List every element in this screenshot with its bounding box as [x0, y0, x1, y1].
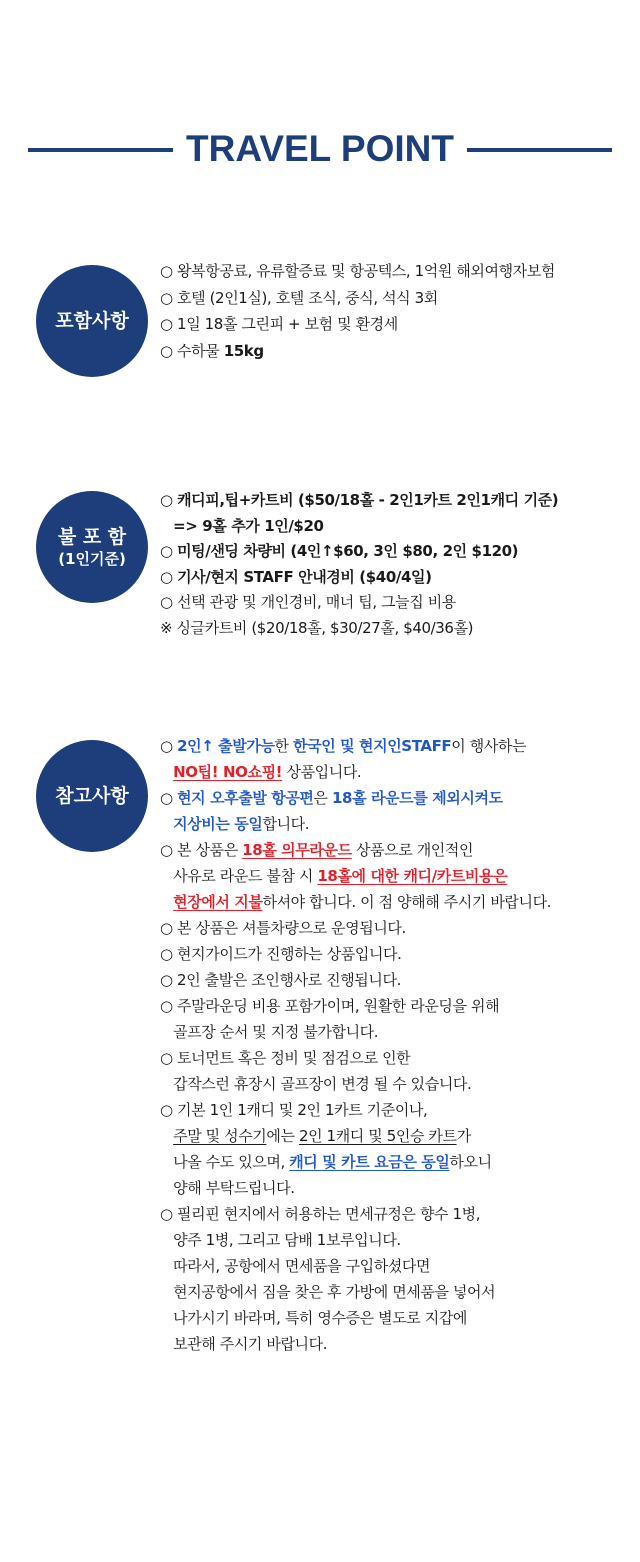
notes-line-text: 사유로 라운드 불참 시 — [160, 867, 318, 885]
excluded-line — [160, 565, 432, 589]
notes-line-text: 하셔야 합니다. 이 점 양해해 주시기 바랍니다. — [262, 893, 552, 911]
notes-line — [160, 1098, 427, 1122]
notes-line-text — [160, 1127, 173, 1145]
notes-line — [160, 760, 361, 784]
notes-line-text: 상품으로 개인적인 — [351, 841, 474, 859]
notes-line — [160, 1306, 467, 1330]
notes-line — [160, 786, 503, 810]
notes-line — [160, 1176, 295, 1200]
excluded-badge-sublabel: (1인기준) — [58, 550, 126, 568]
excluded-line-text: 캐디피,팁+카트비 ($50/18홀 - 2인1카트 2인1캐디 기준) — [177, 491, 559, 509]
included-badge — [36, 265, 148, 377]
notes-line-text: 보관해 주시기 바랍니다. — [160, 1335, 328, 1353]
excluded-line — [160, 590, 456, 614]
notes-line — [160, 1228, 401, 1252]
notes-line-text: ○ — [160, 737, 178, 755]
notes-line — [160, 1254, 430, 1278]
included-line-text: ○ 1일 18홀 그린피 + 보험 및 환경세 — [160, 315, 398, 333]
excluded-line — [160, 616, 473, 640]
notes-line-text: 따라서, 공항에서 면세품을 구입하셨다면 — [160, 1257, 431, 1275]
excluded-line — [160, 514, 324, 538]
notes-line-text: 하오니 — [449, 1153, 492, 1171]
notes-line-text: 현지공항에서 짐을 찾은 후 가방에 면세품을 넣어서 — [160, 1283, 496, 1301]
notes-line-text: 18홀 의무라운드 — [242, 841, 352, 859]
excluded-badge-label: 불 포 함 — [57, 526, 127, 548]
included-line — [160, 312, 398, 336]
notes-line-text: 갑작스런 휴장시 골프장이 변경 될 수 있습니다. — [160, 1075, 472, 1093]
notes-line-text: 합니다. — [262, 815, 310, 833]
notes-line-text — [160, 815, 173, 833]
notes-line-text: ○ 본 상품은 — [160, 841, 243, 859]
notes-line-text: 18홀에 대한 캐디/카트비용은 — [317, 867, 508, 885]
notes-line-text: 주말 및 성수기 — [173, 1127, 267, 1145]
notes-line — [160, 812, 309, 836]
notes-line — [160, 1046, 410, 1070]
included-line-text: 15kg — [223, 341, 264, 360]
included-line-text: ○ 수하물 — [160, 341, 224, 360]
excluded-line-text: => 9홀 추가 1인/$20 — [173, 516, 324, 535]
notes-badge-label: 참고사항 — [55, 785, 129, 807]
notes-line — [160, 1150, 492, 1174]
excluded-line-text: ○ — [160, 567, 178, 586]
notes-line-text: 상품입니다. — [282, 763, 362, 781]
notes-line-text: 나가시기 바라며, 특히 영수증은 별도로 지갑에 — [160, 1309, 468, 1327]
notes-line-text: ○ 2인 출발은 조인행사로 진행됩니다. — [160, 971, 401, 989]
notes-line-text: 현장에서 지불 — [173, 893, 263, 911]
excluded-badge — [36, 491, 148, 603]
included-line — [160, 259, 555, 283]
notes-line-text: ○ 필리핀 현지에서 허용하는 면세규정은 향수 1병, — [160, 1205, 481, 1223]
notes-line-text: ○ 현지가이드가 진행하는 상품입니다. — [160, 945, 402, 963]
excluded-line-text — [160, 517, 173, 535]
notes-line — [160, 1072, 471, 1096]
notes-line — [160, 864, 507, 888]
included-badge-label: 포함사항 — [55, 310, 129, 332]
header-line-left — [28, 148, 173, 152]
notes-line-text: 에는 — [266, 1127, 299, 1145]
excluded-line — [160, 488, 558, 512]
notes-line-text: 현지 오후출발 항공편 — [177, 789, 314, 807]
notes-line — [160, 1332, 327, 1356]
notes-line-text — [160, 893, 173, 911]
excluded-line-text: ○ 선택 관광 및 개인경비, 매너 팁, 그늘집 비용 — [160, 593, 456, 611]
notes-line — [160, 734, 526, 758]
included-line-text: ○ 호텔 (2인1실), 호텔 조식, 중식, 석식 3회 — [160, 288, 438, 307]
notes-line-text: 캐디 및 카트 요금은 동일 — [289, 1153, 450, 1171]
notes-line-text: 골프장 순서 및 지정 불가합니다. — [160, 1023, 379, 1041]
notes-line-text: 한국인 및 현지인STAFF — [293, 737, 452, 755]
notes-line — [160, 1124, 471, 1148]
notes-line-text: 가 — [456, 1127, 471, 1145]
notes-line-text: 2인 1캐디 및 5인승 카트 — [298, 1127, 457, 1145]
notes-line-text: 지상비는 동일 — [173, 815, 263, 833]
notes-line — [160, 994, 499, 1018]
notes-line — [160, 916, 406, 940]
notes-line-text: 양해 부탁드립니다. — [160, 1179, 295, 1197]
excluded-line-text: ※ 싱글카트비 ($20/18홀, $30/27홀, $40/36홀) — [160, 618, 474, 637]
included-line — [160, 286, 438, 310]
excluded-line — [160, 539, 518, 563]
notes-line-text: 18홀 라운드를 제외시켜도 — [332, 789, 503, 807]
notes-line — [160, 1202, 480, 1226]
header-line-right — [467, 148, 612, 152]
notes-line-text: ○ 본 상품은 셔틀차량으로 운영됩니다. — [160, 919, 406, 937]
page-title: TRAVEL POINT — [186, 128, 454, 169]
notes-line-text: 은 — [313, 789, 332, 807]
notes-line — [160, 968, 401, 992]
notes-line — [160, 1280, 495, 1304]
notes-line-text: 양주 1병, 그리고 담배 1보루입니다. — [160, 1231, 401, 1249]
notes-line-text: ○ — [160, 789, 178, 807]
notes-line-text: ○ 토너먼트 혹은 정비 및 점검으로 인한 — [160, 1049, 411, 1067]
notes-line-text: 한 — [274, 737, 294, 755]
notes-line-text: 나올 수도 있으며, — [160, 1153, 290, 1171]
excluded-line-text: 미팅/샌딩 차량비 (4인↑$60, 3인 $80, 2인 $120) — [177, 542, 519, 560]
notes-line — [160, 942, 402, 966]
notes-line-text: ○ 기본 1인 1캐디 및 2인 1카트 기준이나, — [160, 1101, 428, 1119]
excluded-line-text: 기사/현지 STAFF 안내경비 ($40/4일) — [177, 567, 432, 586]
notes-line — [160, 890, 551, 914]
notes-line — [160, 1020, 378, 1044]
travel-point-header — [0, 124, 640, 174]
excluded-line-text: ○ — [160, 491, 178, 509]
excluded-line-text: ○ — [160, 542, 178, 560]
notes-line — [160, 838, 473, 862]
notes-line-text: NO팁! NO쇼핑! — [173, 763, 283, 781]
notes-line-text: ○ 주말라운딩 비용 포함가이며, 원활한 라운딩을 위해 — [160, 997, 500, 1015]
included-line-text: ○ 왕복항공료, 유류할증료 및 항공텍스, 1억원 해외여행자보험 — [160, 262, 555, 280]
included-line — [160, 339, 264, 363]
notes-badge — [36, 740, 148, 852]
notes-line-text — [160, 763, 173, 781]
notes-line-text: 이 행사하는 — [451, 737, 527, 755]
notes-line-text: 2인↑ 출발가능 — [177, 737, 275, 755]
